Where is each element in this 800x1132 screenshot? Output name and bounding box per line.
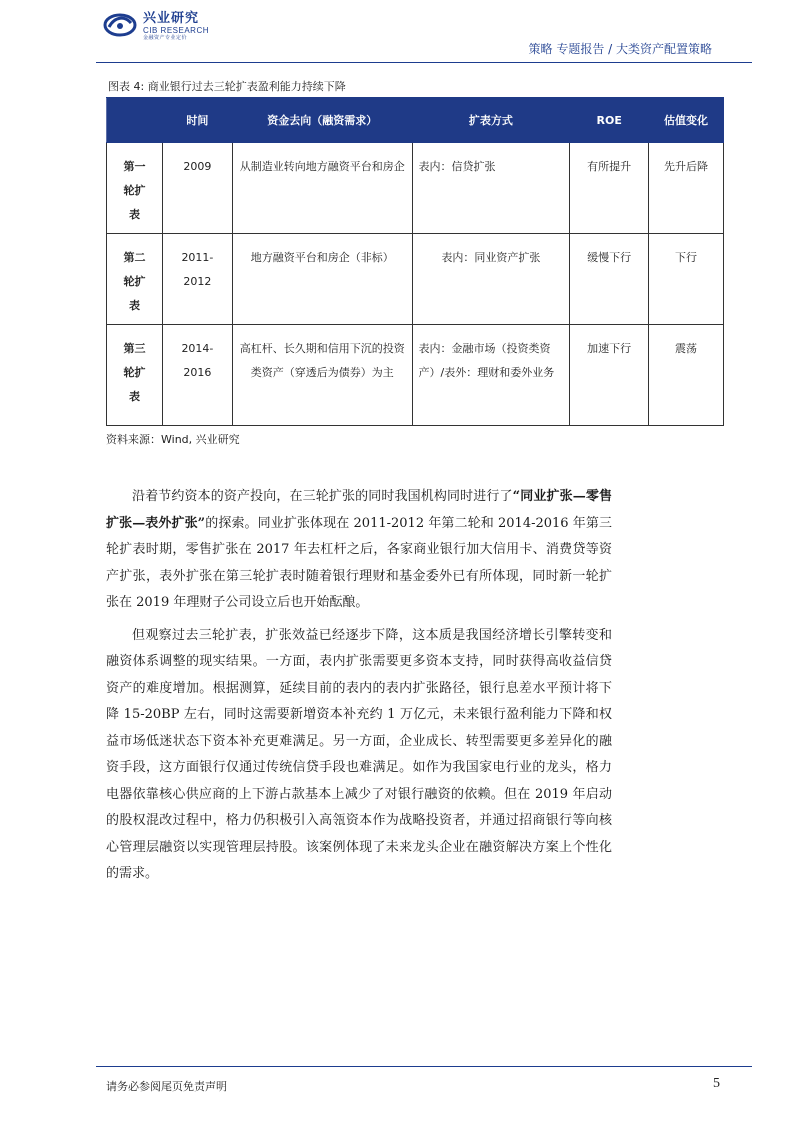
funds-cell: 高杠杆、长久期和信用下沉的投资类资产（穿透后为债券）为主 bbox=[232, 325, 412, 426]
col-header-roe: ROE bbox=[570, 98, 649, 143]
col-header-blank bbox=[107, 98, 163, 143]
report-section: 策略 专题报告 / 大类资产配置策略 bbox=[528, 42, 712, 56]
header-divider bbox=[96, 62, 752, 63]
method-cell: 表内：金融市场（投资类资产）/表外：理财和委外业务 bbox=[412, 325, 570, 426]
roe-cell: 加速下行 bbox=[570, 325, 649, 426]
col-header-valuation: 估值变化 bbox=[649, 98, 724, 143]
funds-cell: 地方融资平台和房企（非标） bbox=[232, 234, 412, 325]
logo-sub: 金融资产专业定价 bbox=[143, 35, 188, 41]
logo-cn: 兴业研究 bbox=[143, 11, 200, 26]
round-label: 第一轮扩表 bbox=[107, 143, 163, 234]
round-label: 第二轮扩表 bbox=[107, 234, 163, 325]
col-header-time: 时间 bbox=[162, 98, 232, 143]
valuation-cell: 震荡 bbox=[649, 325, 724, 426]
roe-cell: 缓慢下行 bbox=[570, 234, 649, 325]
footer-divider bbox=[96, 1066, 752, 1067]
p1-bold: “同业扩张—零售扩张—表外扩张” bbox=[106, 489, 612, 531]
page-number: 5 bbox=[713, 1076, 720, 1091]
col-header-method: 扩表方式 bbox=[412, 98, 570, 143]
roe-cell: 有所提升 bbox=[570, 143, 649, 234]
bank-expansion-table bbox=[106, 97, 724, 426]
valuation-cell: 下行 bbox=[649, 234, 724, 325]
figure-caption: 图表 4: 商业银行过去三轮扩表盈利能力持续下降 bbox=[108, 80, 346, 93]
figure-source: 资料来源：Wind, 兴业研究 bbox=[106, 433, 240, 446]
body-text bbox=[106, 484, 612, 894]
logo-en: CIB RESEARCH bbox=[143, 26, 210, 35]
time-cell: 2011-2012 bbox=[162, 234, 232, 325]
page-header bbox=[0, 0, 800, 70]
time-cell: 2014-2016 bbox=[162, 325, 232, 426]
time-cell: 2009 bbox=[162, 143, 232, 234]
p1-text-b: 的探索。同业扩张体现在 2011-2012 年第二轮和 2014-2016 年第三轮扩表时期，零售扩张在 2017 年去杠杆之后，各家商业银行加大信用卡、消费贷等资产扩张，表外扩张在第三轮扩表时随着银行理财和基金委外已有所体现，同时新一轮扩张在 2019 年理财子公司设立后也开始酝酿。 bbox=[106, 515, 612, 610]
paragraph-1 bbox=[106, 484, 612, 617]
method-cell: 表内：同业资产扩张 bbox=[412, 234, 570, 325]
disclaimer-note: 请务必参阅尾页免责声明 bbox=[106, 1080, 227, 1093]
table-row bbox=[107, 325, 724, 426]
cib-swirl-icon bbox=[103, 12, 137, 38]
round-label: 第三轮扩表 bbox=[107, 325, 163, 426]
table-row bbox=[107, 143, 724, 234]
col-header-funds: 资金去向（融资需求） bbox=[232, 98, 412, 143]
method-cell: 表内：信贷扩张 bbox=[412, 143, 570, 234]
funds-cell: 从制造业转向地方融资平台和房企 bbox=[232, 143, 412, 234]
p1-text-a: 沿着节约资本的资产投向，在三轮扩张的同时我国机构同时进行了 bbox=[132, 489, 513, 504]
cib-logo bbox=[103, 12, 209, 42]
table-header-row bbox=[107, 98, 724, 143]
paragraph-2: 但观察过去三轮扩表，扩张效益已经逐步下降，这本质是我国经济增长引擎转变和融资体系调整的现实结果。一方面，表内扩张需要更多资本支持，同时获得高收益信贷资产的难度增加。根据测算，延续目前的表内的表内扩张路径，银行息差水平预计将下降 15-20BP 左右，同时这需要新增资本补充约 1 万亿元，未来银行盈利能力下降和权益市场低迷状态下资本补充更难满足。另一方面，企业成长、转型需要更多差异化的融资手段，这方面银行仅通过传统信贷手段也难满足。如作为我国家电行业的龙头，格力电器依靠核心供应商的上下游占款基本上减少了对银行融资的依赖。但在 2019 年启动的股权混改过程中，格力仍积极引入高瓴资本作为战略投资者，并通过招商银行等向核心管理层融资以实现管理层持股。该案例体现了未来龙头企业在融资解决方案上个性化的需求。 bbox=[106, 627, 612, 881]
valuation-cell: 先升后降 bbox=[649, 143, 724, 234]
table-row bbox=[107, 234, 724, 325]
